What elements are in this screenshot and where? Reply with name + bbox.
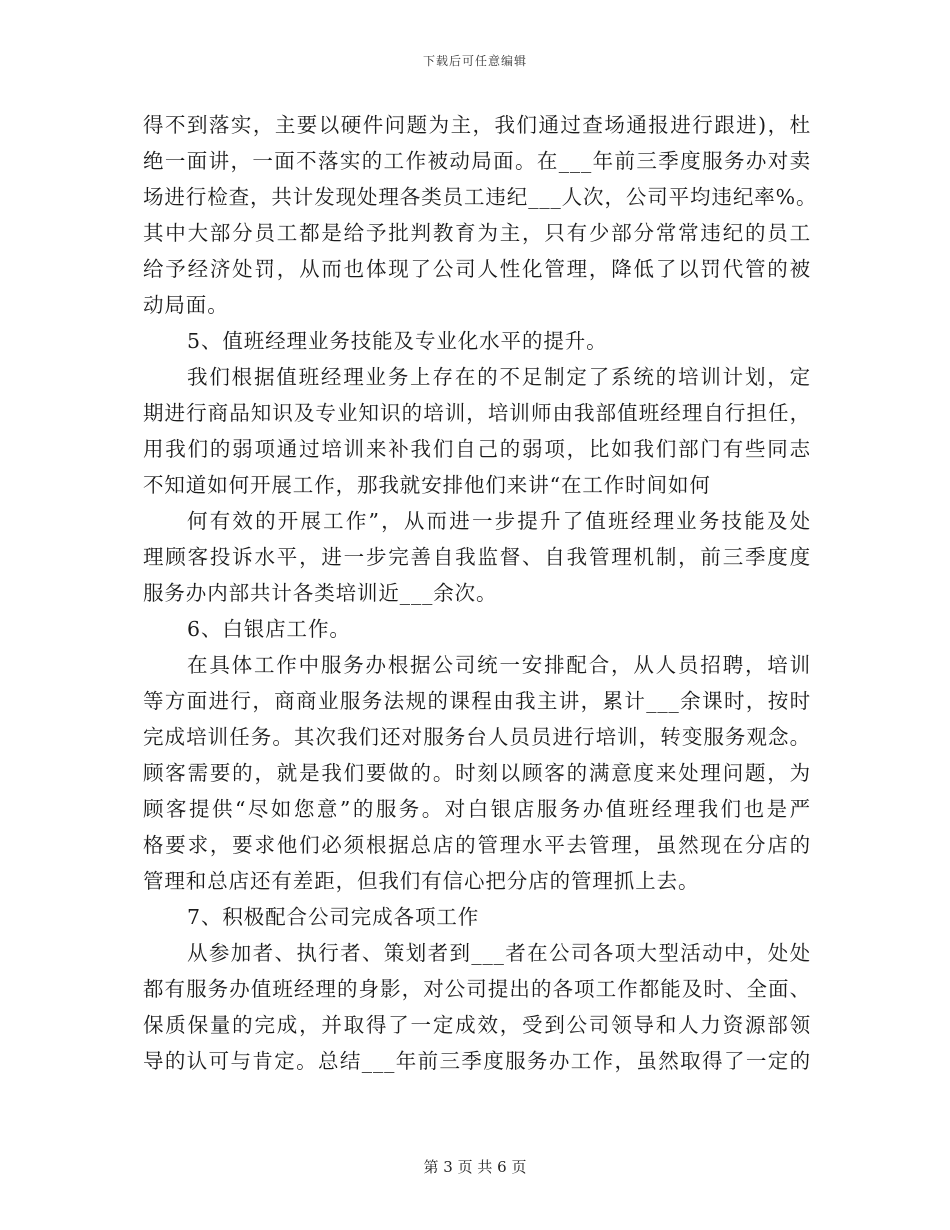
text-line: 其中大部分员工都是给予批判教育为主，只有少部分常常违纪的员工 — [143, 221, 811, 245]
text-line: 都有服务办值班经理的身影，对公司提出的各项工作都能及时、全面、 — [143, 977, 811, 1001]
text-line: 等方面进行，商商业服务法规的课程由我主讲，累计___余课时，按时 — [143, 689, 811, 713]
page-header: 下载后可任意编辑 — [422, 54, 527, 68]
text-line: 保质保量的完成，并取得了一定成效，受到公司领导和人力资源部领 — [143, 1013, 811, 1037]
text-line: 6、白银店工作。 — [187, 617, 351, 641]
text-line: 得不到落实，主要以硬件问题为主，我们通过查场通报进行跟进)，杜 — [143, 113, 811, 137]
text-line: 何有效的开展工作”，从而进一步提升了值班经理业务技能及处 — [187, 509, 811, 533]
text-line: 7、积极配合公司完成各项工作 — [187, 905, 480, 929]
text-line: 我们根据值班经理业务上存在的不足制定了系统的培训计划，定 — [187, 365, 811, 389]
text-line: 格要求，要求他们必须根据总店的管理水平去管理，虽然现在分店的 — [143, 833, 811, 857]
document-body — [143, 107, 818, 1079]
text-line: 顾客提供“尽如您意”的服务。对白银店服务办值班经理我们也是严 — [143, 797, 811, 821]
text-line: 5、值班经理业务技能及专业化水平的提升。 — [187, 329, 608, 353]
text-line: 完成培训任务。其次我们还对服务台人员员进行培训，转变服务观念。 — [143, 725, 811, 749]
page-footer: 第 3 页 共 6 页 — [423, 1158, 527, 1176]
text-line: 理顾客投诉水平，进一步完善自我监督、自我管理机制，前三季度度 — [143, 545, 811, 569]
text-line: 从参加者、执行者、策划者到___者在公司各项大型活动中，处处 — [187, 941, 811, 965]
text-line: 导的认可与肯定。总结___年前三季度服务办工作，虽然取得了一定的 — [143, 1049, 811, 1073]
text-line: 动局面。 — [143, 293, 229, 317]
text-line: 场进行检查，共计发现处理各类员工违纪___人次，公司平均违纪率%。 — [143, 185, 818, 209]
text-line: 顾客需要的，就是我们要做的。时刻以顾客的满意度来处理问题，为 — [143, 761, 811, 785]
text-line: 绝一面讲，一面不落实的工作被动局面。在___年前三季度服务办对卖 — [143, 149, 811, 173]
text-line: 服务办内部共计各类培训近___余次。 — [143, 581, 498, 605]
text-line: 不知道如何开展工作，那我就安排他们来讲“在工作时间如何 — [143, 473, 711, 497]
text-line: 期进行商品知识及专业知识的培训，培训师由我部值班经理自行担任， — [143, 401, 811, 425]
text-line: 给予经济处罚，从而也体现了公司人性化管理，降低了以罚代管的被 — [143, 257, 811, 281]
text-line: 在具体工作中服务办根据公司统一安排配合，从人员招聘，培训 — [187, 653, 811, 677]
text-line: 管理和总店还有差距，但我们有信心把分店的管理抓上去。 — [143, 869, 700, 893]
text-line: 用我们的弱项通过培训来补我们自己的弱项，比如我们部门有些同志 — [143, 437, 811, 461]
